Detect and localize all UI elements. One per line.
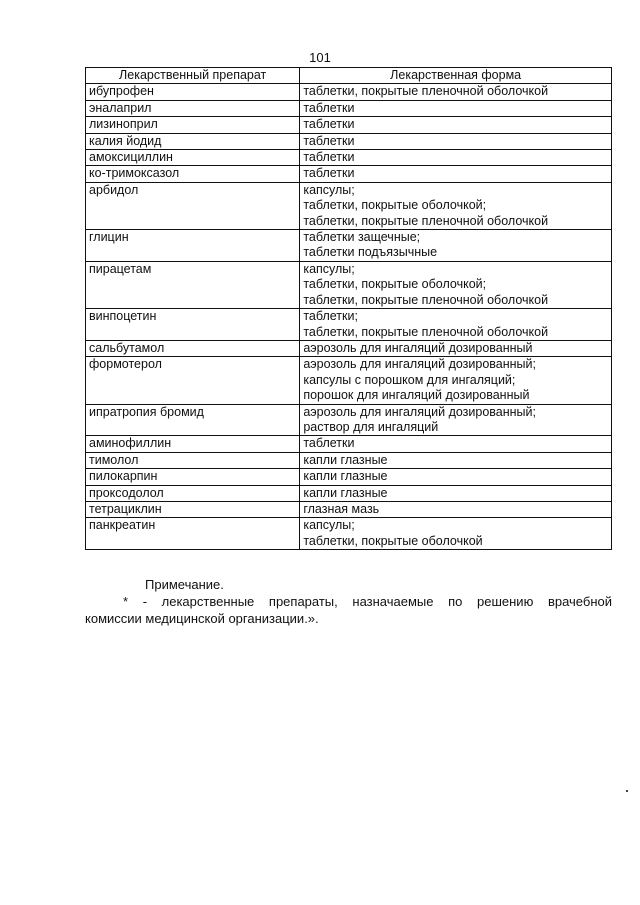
drug-name-cell: формотерол: [86, 357, 300, 404]
dosage-form-line: таблетки, покрытые пленочной оболочкой: [303, 324, 549, 339]
drug-name-cell: лизиноприл: [86, 117, 300, 133]
dosage-form-line: таблетки: [303, 117, 355, 132]
drug-name-cell: винпоцетин: [86, 309, 300, 341]
dosage-form-cell: [300, 150, 612, 166]
dosage-form-line: таблетки: [303, 436, 355, 451]
table-row: [86, 150, 612, 166]
drug-name-cell: амоксициллин: [86, 150, 300, 166]
table-row: [86, 261, 612, 308]
dosage-form-cell: [300, 404, 612, 436]
table-row: [86, 357, 612, 404]
table-row: [86, 182, 612, 229]
dosage-form-line: таблетки;: [303, 309, 358, 324]
dosage-form-cell: [300, 309, 612, 341]
drug-name-cell: глицин: [86, 230, 300, 262]
dosage-form-cell: [300, 117, 612, 133]
dosage-form-line: глазная мазь: [303, 501, 380, 516]
table-row: [86, 452, 612, 468]
drug-name-cell: ко-тримоксазол: [86, 166, 300, 182]
dosage-form-cell: [300, 501, 612, 517]
dosage-form-line: таблетки: [303, 100, 355, 115]
table-row: [86, 469, 612, 485]
dosage-form-line: таблетки, покрытые пленочной оболочкой: [303, 213, 549, 228]
table-row: [86, 404, 612, 436]
dosage-form-cell: [300, 100, 612, 116]
table-row: [86, 117, 612, 133]
dosage-form-line: капли глазные: [303, 485, 388, 500]
dosage-form-line: капли глазные: [303, 452, 388, 467]
dosage-form-line: аэрозоль для ингаляций дозированный;: [303, 404, 537, 419]
dosage-form-line: аэрозоль для ингаляций дозированный: [303, 340, 533, 355]
dosage-form-line: таблетки, покрытые пленочной оболочкой: [303, 84, 549, 99]
note-text: [85, 593, 612, 627]
dosage-form-line: капсулы с порошком для ингаляций;: [303, 372, 516, 387]
drug-name-cell: панкреатин: [86, 518, 300, 550]
column-header-form: Лекарственная форма: [300, 68, 612, 84]
dosage-form-line: таблетки: [303, 133, 355, 148]
dosage-form-line: порошок для ингаляций дозированный: [303, 388, 530, 403]
table-body: [86, 84, 612, 550]
dosage-form-cell: [300, 452, 612, 468]
dosage-form-cell: [300, 340, 612, 356]
dosage-form-line: капли глазные: [303, 469, 388, 484]
dosage-form-line: таблетки, покрытые оболочкой;: [303, 198, 487, 213]
drug-name-cell: ибупрофен: [86, 84, 300, 100]
dosage-form-line: таблетки: [303, 166, 355, 181]
drug-name-cell: сальбутамол: [86, 340, 300, 356]
dosage-form-cell: [300, 357, 612, 404]
dosage-form-line: раствор для ингаляций: [303, 419, 439, 434]
dosage-form-cell: [300, 230, 612, 262]
drug-name-cell: эналаприл: [86, 100, 300, 116]
dosage-form-cell: [300, 518, 612, 550]
dosage-form-line: таблетки, покрытые оболочкой: [303, 533, 483, 548]
table-row: [86, 133, 612, 149]
margin-mark: [626, 790, 628, 792]
table-row: [86, 100, 612, 116]
dosage-form-line: капсулы;: [303, 518, 355, 533]
dosage-form-cell: [300, 485, 612, 501]
drug-name-cell: проксодолол: [86, 485, 300, 501]
dosage-form-line: аэрозоль для ингаляций дозированный;: [303, 357, 537, 372]
table-row: [86, 166, 612, 182]
dosage-form-line: капсулы;: [303, 182, 355, 197]
note-line: * - лекарственные препараты, назначаемые по решению врачебной: [123, 594, 612, 609]
table-row: [86, 518, 612, 550]
medications-table: [85, 67, 612, 550]
table-row: [86, 340, 612, 356]
drug-name-cell: аминофиллин: [86, 436, 300, 452]
dosage-form-line: таблетки, покрытые оболочкой;: [303, 277, 487, 292]
drug-name-cell: ипратропия бромид: [86, 404, 300, 436]
dosage-form-line: таблетки подъязычные: [303, 245, 438, 260]
dosage-form-cell: [300, 436, 612, 452]
note-title: Примечание.: [145, 577, 224, 592]
table-header-row: [86, 68, 612, 84]
drug-name-cell: пирацетам: [86, 261, 300, 308]
table-row: [86, 485, 612, 501]
page-number: 101: [309, 50, 331, 65]
dosage-form-cell: [300, 182, 612, 229]
drug-name-cell: тимолол: [86, 452, 300, 468]
dosage-form-line: таблетки, покрытые пленочной оболочкой: [303, 292, 549, 307]
dosage-form-cell: [300, 133, 612, 149]
drug-name-cell: калия йодид: [86, 133, 300, 149]
dosage-form-cell: [300, 84, 612, 100]
dosage-form-line: таблетки защечные;: [303, 230, 421, 245]
drug-name-cell: арбидол: [86, 182, 300, 229]
note-line: комиссии медицинской организации.».: [85, 611, 319, 626]
dosage-form-cell: [300, 469, 612, 485]
table-row: [86, 436, 612, 452]
table-row: [86, 84, 612, 100]
dosage-form-cell: [300, 261, 612, 308]
column-header-drug: Лекарственный препарат: [86, 68, 300, 84]
dosage-form-line: таблетки: [303, 150, 355, 165]
table-row: [86, 309, 612, 341]
table-row: [86, 230, 612, 262]
table-row: [86, 501, 612, 517]
drug-name-cell: тетрациклин: [86, 501, 300, 517]
drug-name-cell: пилокарпин: [86, 469, 300, 485]
dosage-form-cell: [300, 166, 612, 182]
dosage-form-line: капсулы;: [303, 261, 355, 276]
